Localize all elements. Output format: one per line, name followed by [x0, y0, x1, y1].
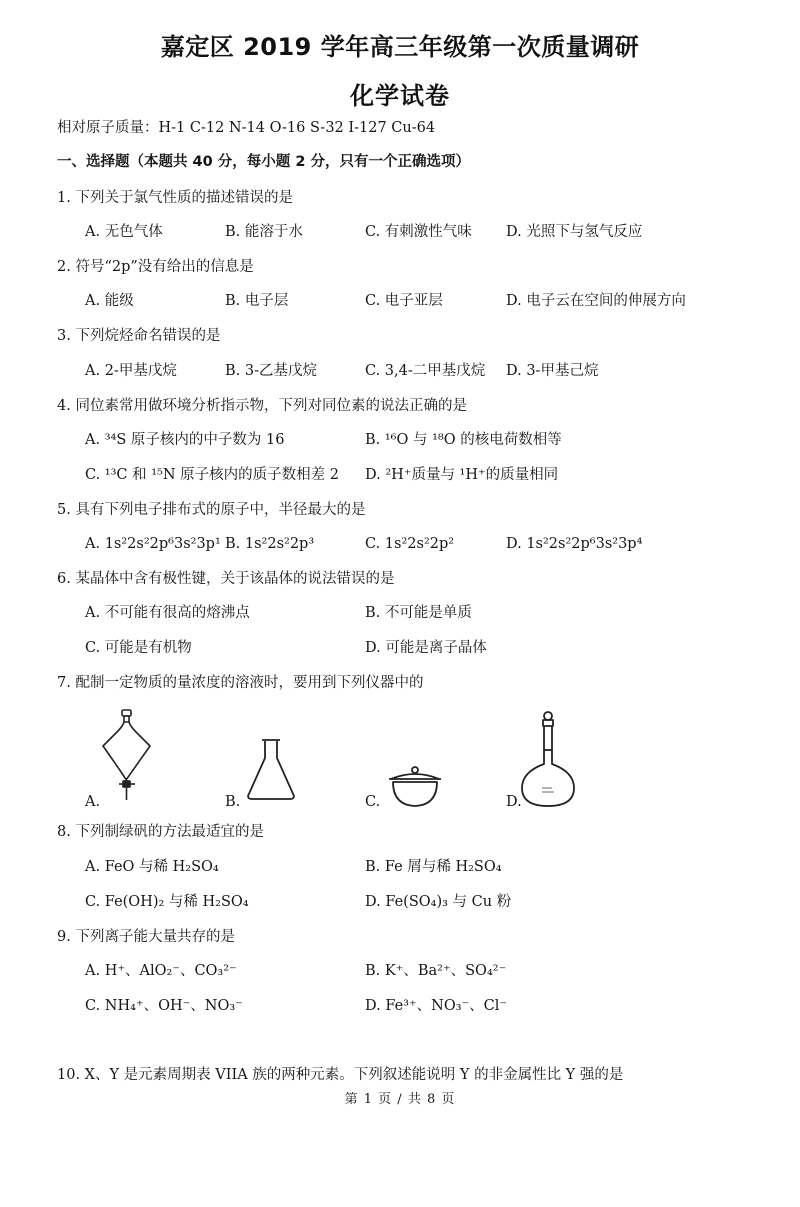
question-3-option-b: B. 3-乙基戊烷 — [225, 363, 317, 379]
exam-subtitle: 化学试卷 — [350, 82, 450, 110]
question-8-option-c: C. Fe(OH)₂ 与稀 H₂SO₄ — [85, 894, 249, 910]
question-9-option-d: D. Fe³⁺、NO₃⁻、Cl⁻ — [365, 998, 508, 1014]
question-6-stem: 6. 某晶体中含有极性键，关于该晶体的说法错误的是 — [57, 571, 395, 587]
question-6-option-b: B. 不可能是单质 — [365, 605, 472, 621]
question-1-option-c: C. 有刺激性气味 — [365, 224, 472, 240]
question-10-stem: 10. X、Y 是元素周期表 VIIA 族的两种元素。下列叙述能说明 Y 的非金属性比 Y 强的是 — [57, 1067, 624, 1083]
section-heading: 一、选择题（本题共 40 分，每小题 2 分，只有一个正确选项） — [57, 154, 470, 170]
question-6-option-a: A. 不可能有很高的熔沸点 — [85, 605, 250, 621]
question-7-option-d: D. — [506, 794, 522, 810]
question-6-option-d: D. 可能是离子晶体 — [365, 640, 487, 656]
question-9-option-a: A. H⁺、AlO₂⁻、CO₃²⁻ — [85, 963, 237, 979]
exam-title: 嘉定区 2019 学年高三年级第一次质量调研 — [160, 33, 640, 61]
question-5-option-c: C. 1s²2s²2p² — [365, 536, 455, 552]
question-4-stem: 4. 同位素常用做环境分析指示物，下列对同位素的说法正确的是 — [57, 398, 467, 414]
question-3-option-a: A. 2-甲基戊烷 — [85, 363, 177, 379]
question-7-option-a: A. — [85, 794, 101, 810]
question-2-stem: 2. 符号“2p”没有给出的信息是 — [57, 259, 254, 275]
question-9-option-c: C. NH₄⁺、OH⁻、NO₃⁻ — [85, 998, 243, 1014]
question-7-stem: 7. 配制一定物质的量浓度的溶液时，要用到下列仪器中的 — [57, 675, 424, 691]
question-3-option-c: C. 3,4-二甲基戊烷 — [365, 363, 486, 379]
question-4-option-d: D. ²H⁺质量与 ¹H⁺的质量相同 — [365, 467, 559, 483]
question-8-option-b: B. Fe 屑与稀 H₂SO₄ — [365, 859, 502, 875]
question-1-option-a: A. 无色气体 — [85, 224, 163, 240]
question-7-option-c: C. — [365, 794, 381, 810]
question-1-option-d: D. 光照下与氢气反应 — [506, 224, 643, 240]
question-3-stem: 3. 下列烷烃命名错误的是 — [57, 328, 221, 344]
crucible-icon — [385, 765, 445, 809]
question-4-option-a: A. ³⁴S 原子核内的中子数为 16 — [85, 432, 285, 448]
question-8-option-d: D. Fe(SO₄)₃ 与 Cu 粉 — [365, 894, 512, 910]
question-1-stem: 1. 下列关于氯气性质的描述错误的是 — [57, 190, 293, 206]
question-4-option-c: C. ¹³C 和 ¹⁵N 原子核内的质子数相差 2 — [85, 467, 339, 483]
atomic-mass-line: 相对原子质量：H-1 C-12 N-14 O-16 S-32 I-127 Cu-64 — [57, 120, 436, 136]
volumetric-flask-icon — [518, 710, 578, 808]
question-8-option-a: A. FeO 与稀 H₂SO₄ — [85, 859, 219, 875]
question-2-option-c: C. 电子亚层 — [365, 293, 443, 309]
separatory-funnel-icon — [95, 708, 165, 803]
question-3-option-d: D. 3-甲基己烷 — [506, 363, 599, 379]
question-6-option-c: C. 可能是有机物 — [85, 640, 192, 656]
question-2-option-b: B. 电子层 — [225, 293, 289, 309]
question-4-option-b: B. ¹⁶O 与 ¹⁸O 的核电荷数相等 — [365, 432, 562, 448]
question-8-stem: 8. 下列制绿矾的方法最适宜的是 — [57, 824, 264, 840]
question-7-option-b: B. — [225, 794, 241, 810]
question-5-option-b: B. 1s²2s²2p³ — [225, 536, 315, 552]
question-2-option-a: A. 能级 — [85, 293, 134, 309]
question-2-option-d: D. 电子云在空间的伸展方向 — [506, 293, 686, 309]
question-5-option-a: A. 1s²2s²2p⁶3s²3p¹ — [85, 536, 221, 552]
question-1-option-b: B. 能溶于水 — [225, 224, 303, 240]
question-5-stem: 5. 具有下列电子排布式的原子中，半径最大的是 — [57, 502, 366, 518]
question-9-option-b: B. K⁺、Ba²⁺、SO₄²⁻ — [365, 963, 507, 979]
erlenmeyer-flask-icon — [244, 738, 302, 802]
page-footer: 第 1 页 / 共 8 页 — [344, 1092, 456, 1107]
question-9-stem: 9. 下列离子能大量共存的是 — [57, 929, 235, 945]
question-5-option-d: D. 1s²2s²2p⁶3s²3p⁴ — [506, 536, 643, 552]
